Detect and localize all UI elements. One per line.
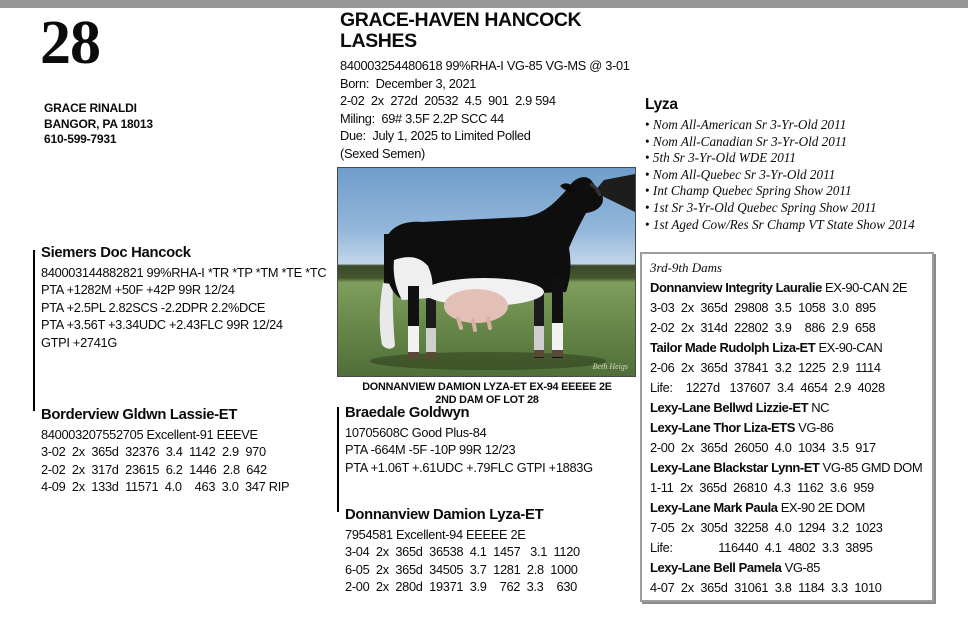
second-dam-lines: [345, 526, 645, 596]
sire-lines: [41, 264, 341, 351]
dam-entry-name: Tailor Made Rudolph Liza-ET EX-90-CAN: [650, 340, 883, 355]
dam-entry-record: 2-02 2x 314d 22802 3.9 886 2.9 658: [650, 320, 876, 335]
photo-caption-line2: 2ND DAM OF LOT 28: [435, 393, 539, 406]
dam-entry-name: Lexy-Lane Blackstar Lynn-ET VG-85 GMD DOM: [650, 460, 923, 475]
animal-info-lines: [340, 57, 645, 162]
data-line: Due: July 1, 2025 to Limited Polled: [340, 128, 531, 143]
cow-illustration: [338, 168, 635, 376]
dam-entry-record: 7-05 2x 305d 32258 4.0 1294 3.2 1023: [650, 520, 883, 535]
awards-heading: Lyza: [645, 96, 678, 113]
award-item: • 1st Aged Cow/Res Sr Champ VT State Show 2014: [645, 217, 965, 234]
dam-lines: [41, 426, 341, 496]
photo-caption: [337, 381, 637, 406]
data-line: 2-02 2x 272d 20532 4.5 901 2.9 594: [340, 93, 556, 108]
lot-number: 28: [40, 9, 100, 77]
sire-name: Siemers Doc Hancock: [41, 245, 191, 261]
award-item: • 1st Sr 3-Yr-Old Quebec Spring Show 2011: [645, 200, 965, 217]
dam-entry-record: 2-06 2x 365d 37841 3.2 1225 2.9 1114: [650, 360, 881, 375]
dam-entry-name: Donnanview Integrity Lauralie EX-90-CAN 2E: [650, 280, 908, 295]
cow-photo: [337, 167, 636, 377]
dam-entry-record: Life: 116440 4.1 4802 3.3 3895: [650, 540, 873, 555]
data-line: 7954581 Excellent-94 EEEEE 2E: [345, 527, 526, 542]
photographer-signature: Beth Heigs: [592, 362, 628, 371]
dam-entry-record: 3-03 2x 365d 29808 3.5 1058 3.0 895: [650, 300, 876, 315]
sire-section: [41, 244, 341, 351]
dam-entry-record: 2-00 2x 365d 26050 4.0 1034 3.5 917: [650, 440, 876, 455]
award-item: • Nom All-American Sr 3-Yr-Old 2011: [645, 117, 965, 134]
pedigree-line: [33, 250, 35, 411]
data-line: Born: December 3, 2021: [340, 75, 477, 91]
dam-entry-name: Lexy-Lane Mark Paula EX-90 2E DOM: [650, 500, 865, 515]
data-line: 840003254480618 99%RHA-I VG-85 VG-MS @ 3-01: [340, 58, 630, 73]
consignor-name: GRACE RINALDI: [44, 101, 137, 115]
awards-section: [645, 96, 965, 233]
data-line: 4-09 2x 133d 11571 4.0 463 3.0 347 RIP: [41, 479, 290, 495]
award-item: • 5th Sr 3-Yr-Old WDE 2011: [645, 150, 965, 167]
data-line: 10705608C Good Plus-84: [345, 425, 487, 440]
data-line: PTA -664M -5F -10P 99R 12/23: [345, 442, 516, 458]
dams-entries: [650, 278, 928, 598]
data-line: 3-02 2x 365d 32376 3.4 1142 2.9 970: [41, 444, 266, 460]
dam-section: [41, 406, 341, 496]
award-item: • Int Champ Quebec Spring Show 2011: [645, 183, 965, 200]
data-line: PTA +3.56T +3.34UDC +2.43FLC 99R 12/24: [41, 317, 283, 333]
data-line: 840003207552705 Excellent-91 EEEVE: [41, 427, 258, 442]
dams-box-heading: 3rd-9th Dams: [650, 260, 723, 275]
dam-entry-record: Life: 1227d 137607 3.4 4654 2.9 4028: [650, 380, 885, 395]
photo-caption-line1: DONNANVIEW DAMION LYZA-ET EX-94 EEEEE 2E: [362, 381, 612, 393]
dam-entry-name: Lexy-Lane Bellwd Lizzie-ET NC: [650, 400, 830, 415]
dam-entry-record: 1-11 2x 365d 26810 4.3 1162 3.6 959: [650, 480, 874, 495]
data-line: 6-05 2x 365d 34505 3.7 1281 2.8 1000: [345, 561, 578, 577]
second-dam-name: Donnanview Damion Lyza-ET: [345, 507, 544, 523]
second-dam-section: [345, 506, 645, 596]
award-item: • Nom All-Quebec Sr 3-Yr-Old 2011: [645, 167, 965, 184]
data-line: 2-02 2x 317d 23615 6.2 1446 2.8 642: [41, 461, 267, 477]
second-sire-lines: [345, 424, 645, 476]
header-bar: [0, 0, 968, 8]
data-line: 3-04 2x 365d 36538 4.1 1457 3.1 1120: [345, 544, 580, 560]
consignor-phone: 610-599-7931: [44, 132, 117, 146]
second-sire-section: [345, 404, 645, 476]
data-line: PTA +1282M +50F +42P 99R 12/24: [41, 282, 235, 298]
data-line: 840003144882821 99%RHA-I *TR *TP *TM *TE *TC: [41, 265, 327, 280]
data-line: PTA +2.5PL 2.82SCS -2.2DPR 2.2%DCE: [41, 299, 266, 315]
data-line: GTPI +2741G: [41, 334, 118, 350]
dam-entry-name: Lexy-Lane Bell Pamela VG-85: [650, 560, 820, 575]
data-line: Miling: 69# 3.5F 2.2P SCC 44: [340, 110, 504, 126]
dams-box: [640, 252, 934, 602]
animal-header: [340, 10, 645, 162]
awards-list: [645, 117, 965, 233]
award-item: • Nom All-Canadian Sr 3-Yr-Old 2011: [645, 134, 965, 151]
data-line: (Sexed Semen): [340, 145, 426, 161]
animal-name: GRACE-HAVEN HANCOCK LASHES: [340, 9, 582, 52]
consignor-block: [44, 101, 153, 148]
dam-entry-name: Lexy-Lane Thor Liza-ETS VG-86: [650, 420, 834, 435]
second-sire-name: Braedale Goldwyn: [345, 405, 470, 421]
consignor-address: BANGOR, PA 18013: [44, 116, 153, 131]
dam-entry-record: 4-07 2x 365d 31061 3.8 1184 3.3 1010: [650, 580, 882, 595]
dam-name: Borderview Gldwn Lassie-ET: [41, 407, 238, 423]
data-line: PTA +1.06T +.61UDC +.79FLC GTPI +1883G: [345, 459, 593, 475]
data-line: 2-00 2x 280d 19371 3.9 762 3.3 630: [345, 579, 577, 595]
